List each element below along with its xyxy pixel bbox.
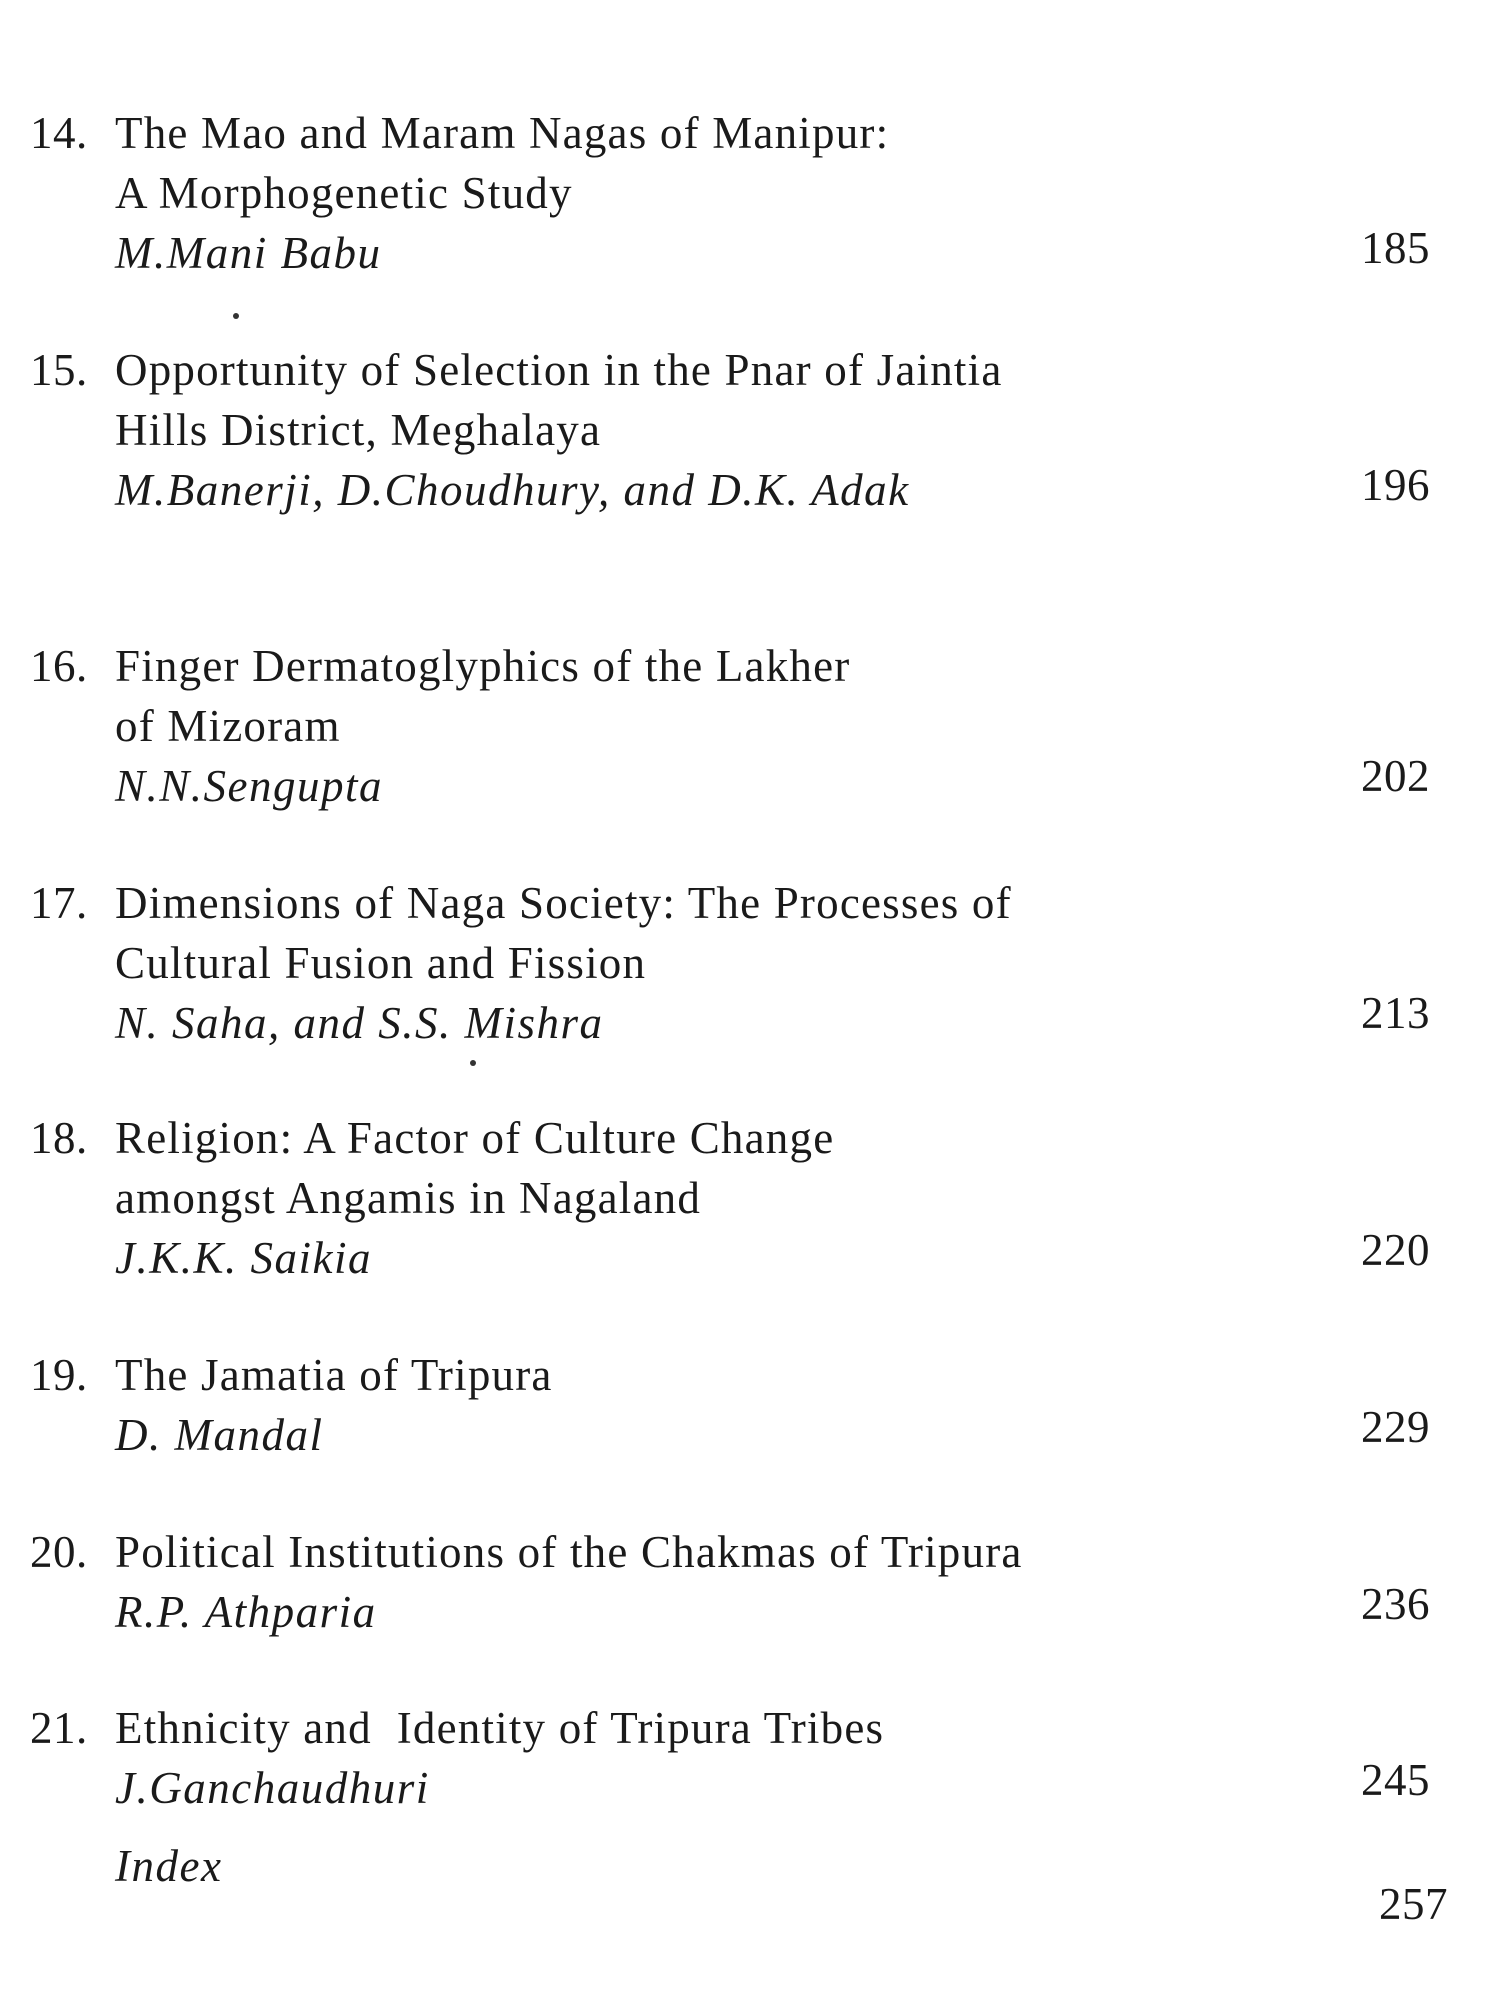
entry-author: M.Mani Babu [115, 228, 382, 278]
entry-author: N.N.Sengupta [115, 761, 384, 811]
entry-author: J.Ganchaudhuri [115, 1763, 430, 1813]
entry-title-line: Cultural Fusion and Fission [115, 938, 647, 988]
entry-number: 14. [30, 108, 88, 158]
entry-number: 20. [30, 1527, 88, 1577]
entry-page-number: 185 [1361, 223, 1430, 273]
entry-page-number: 202 [1361, 751, 1430, 801]
entry-title-line: The Jamatia of Tripura [115, 1350, 553, 1400]
entry-author: M.Banerji, D.Choudhury, and D.K. Adak [115, 465, 910, 515]
entry-number: 18. [30, 1113, 88, 1163]
entry-number: 19. [30, 1350, 88, 1400]
entry-number: 16. [30, 641, 88, 691]
entry-title-line: Finger Dermatoglyphics of the Lakher [115, 641, 851, 691]
print-speck [233, 313, 239, 319]
entry-page-number: 196 [1361, 460, 1430, 510]
entry-page-number: 245 [1361, 1755, 1430, 1805]
entry-title-line: The Mao and Maram Nagas of Manipur: [115, 108, 890, 158]
entry-title-line: A Morphogenetic Study [115, 168, 573, 218]
entry-number: 17. [30, 878, 88, 928]
entry-title-line: Opportunity of Selection in the Pnar of Jaintia [115, 345, 1003, 395]
entry-title-line: amongst Angamis in Nagaland [115, 1173, 702, 1223]
print-speck [470, 1060, 476, 1066]
entry-title-line: Hills District, Meghalaya [115, 405, 602, 455]
index-page-number: 257 [1379, 1879, 1448, 1929]
entry-title-line: Religion: A Factor of Culture Change [115, 1113, 835, 1163]
entry-page-number: 229 [1361, 1402, 1430, 1452]
index-label: Index [115, 1841, 223, 1891]
entry-number: 15. [30, 345, 88, 395]
entry-author: R.P. Athparia [115, 1587, 377, 1637]
entry-author: N. Saha, and S.S. Mishra [115, 998, 604, 1048]
entry-page-number: 220 [1361, 1225, 1430, 1275]
entry-title-line: Ethnicity and Identity of Tripura Tribes [115, 1703, 885, 1753]
entry-author: J.K.K. Saikia [115, 1233, 372, 1283]
entry-page-number: 213 [1361, 988, 1430, 1038]
entry-page-number: 236 [1361, 1579, 1430, 1629]
entry-author: D. Mandal [115, 1410, 324, 1460]
entry-title-line: of Mizoram [115, 701, 341, 751]
entry-title-line: Dimensions of Naga Society: The Processes of [115, 878, 1012, 928]
entry-title-line: Political Institutions of the Chakmas of Tripura [115, 1527, 1023, 1577]
entry-number: 21. [30, 1703, 88, 1753]
